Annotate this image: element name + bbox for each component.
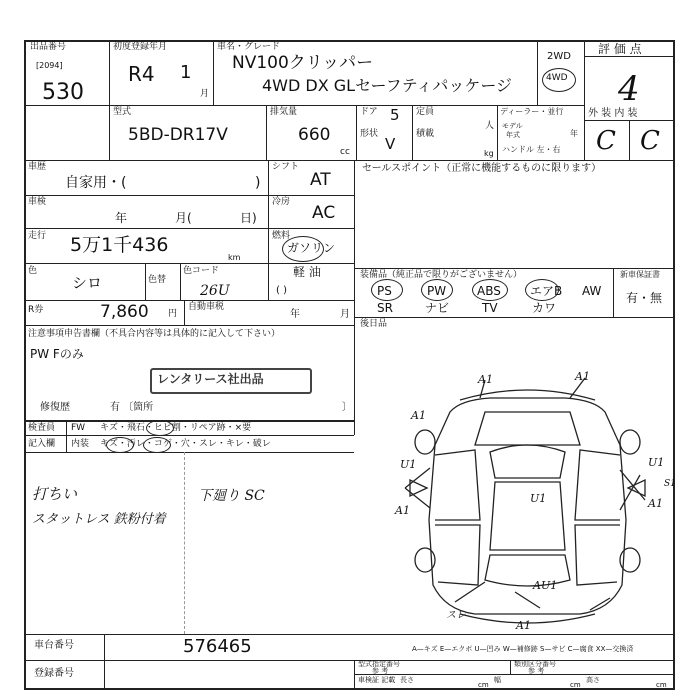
car-name: NV100クリッパー [232,53,374,73]
history-close: ) [255,175,261,191]
handwritten-right-1: 下廻り SC [198,488,265,504]
dims-label: 車検証 記載 [358,676,396,684]
color-value: シロ [72,274,103,292]
drive-4wd: 4WD [546,73,568,83]
rental-stamp: レンタリース社出品 [157,372,264,386]
doors-value: 5 [390,106,400,124]
capacity-label: 定員 [416,107,435,117]
equip-ps: PS [377,284,392,298]
mark-a1-right: A1 [648,497,663,510]
inspection-year: 年 [115,211,128,225]
mark-u1-center: U1 [530,492,547,505]
inspector-row1: キズ・飛石・ヒビ割・リペア跡・×要 [100,423,252,433]
inspector-label-2: 記入欄 [28,439,56,449]
recycle-value: 有・無 [626,291,663,305]
color-code-label: 色コード [183,266,220,276]
fuel-paren: ( ) [276,285,287,296]
mileage-value: 5万1千436 [70,234,169,256]
notes-label: 注意事項申告書欄（不具合内容等は具体的に記入して下さい） [28,329,281,339]
doors-label: ドア [360,107,378,117]
shape-value: V [385,135,396,153]
category-label: 類別区分番号 [514,660,556,668]
shift-value: AT [310,170,331,190]
dims-length: 長さ [400,676,414,684]
mark-a1-left2: A1 [395,504,410,517]
mark-a1-top-right: A1 [575,370,590,383]
dims-width-unit: cm [570,681,581,689]
designation-sub: 参 考 [372,667,389,675]
dims-height-unit: cm [656,681,667,689]
ext-grade: C [596,126,616,156]
inspector-row2: キズ・汚レ・コゲ・穴・スレ・キレ・破レ [100,439,271,449]
mark-u1-left: U1 [400,458,417,471]
inspector-row1-prefix: FW [71,423,86,433]
equip-navi: ナビ [425,301,450,315]
equip-abs: ABS [477,284,501,298]
equip-tv: TV [482,301,498,315]
displacement-value: 660 [298,125,331,145]
ac-label: 冷房 [272,197,291,207]
price-label: R券 [28,305,44,315]
equip-sr: SR [377,301,393,315]
shift-label: シフト [272,162,300,172]
shape-label: 形状 [360,129,379,139]
history-label: 車歴 [28,162,47,172]
load-label: 積載 [416,129,435,139]
repair-value: 有 〔箇所 [110,402,154,413]
handwritten-left-2: スタットレス 鉄粉付着 [32,512,166,527]
lot-number: 530 [42,80,84,105]
drive-2wd: 2WD [547,51,571,62]
car-grade: 4WD DX GLセーフティパッケージ [262,76,513,95]
first-reg-month-unit: 月 [200,89,210,99]
first-reg-label: 初度登録年月 [113,42,168,52]
recycle-label: 新車保証書 [620,270,660,279]
grade-value: 4 [618,69,640,109]
dims-height: 高さ [586,676,600,684]
price-value: 7,860 [100,302,149,322]
mark-s1: S1 [664,479,676,489]
mark-a1-top-left: A1 [478,373,493,386]
tax-year: 年 [290,309,300,320]
chassis-label: 車台番号 [34,640,74,651]
inspection-day: 日) [240,211,257,225]
capacity-unit: 人 [485,121,495,131]
dims-length-unit: cm [478,681,489,689]
equip-airbag: エアB [530,284,563,298]
mark-u1-right: U1 [648,456,665,469]
car-name-label: 車名・グレード [217,42,281,52]
mark-au1: AU1 [533,579,558,592]
color-code: 26U [200,283,230,299]
equip-leather: カワ [532,301,557,315]
year-label: 年式 [506,131,520,139]
year-unit: 年 [570,129,578,138]
notes-value: PW Fのみ [30,347,84,361]
tax-month: 月 [340,309,350,320]
price-unit: 円 [168,309,178,319]
inspector-row2-prefix: 内装 [71,439,90,449]
ext-int-label: 外 装 内 装 [588,108,638,119]
handwritten-left-1: 打ちい [32,485,78,503]
sales-point-label: セールスポイント（正常に機能するものに限ります） [362,163,602,174]
first-reg-month: 1 [180,62,192,83]
displacement-unit: cc [340,147,350,157]
dealer-label: ディーラー・並行 [500,107,564,116]
history-value: 自家用・( [65,175,127,191]
lot-label: 出品番号 [30,42,67,52]
tax-label: 自動車税 [188,302,225,312]
equip-label: 装備品（純正品で限りがございません） [360,270,523,280]
handle-label: ハンドル 左・右 [502,145,561,154]
equip-aw: AW [582,284,602,298]
dims-width: 幅 [494,676,501,684]
mark-sure: スレ [446,610,466,621]
mark-a1-bottom: A1 [516,619,531,632]
model-label: 型式 [113,107,132,117]
repair-close: 〕 [342,402,352,413]
inspection-label: 車検 [28,197,47,207]
damage-legend: A—キズ E—エクボ U—凹み W—補修跡 S—サビ C—腐食 XX—交換済 [412,645,634,653]
ac-value: AC [312,203,336,223]
color-kind-label: 色替 [148,275,167,285]
model-year-label: モデル [502,122,523,130]
int-grade: C [640,126,660,156]
color-label: 色 [28,266,38,276]
category-sub: 参 考 [528,667,545,675]
load-unit: kg [484,149,494,158]
displacement-label: 排気量 [270,107,298,117]
designation-label: 型式指定番号 [358,660,400,668]
mileage-label: 走行 [28,231,47,241]
mark-a1-left: A1 [411,409,426,422]
inspector-label-1: 検査員 [28,423,56,433]
grade-label: 評 価 点 [598,42,642,56]
lot-sub: [2094] [36,61,63,70]
chassis-value: 576465 [183,636,252,657]
fuel-label: 燃料 [272,231,291,241]
equip-pw: PW [427,284,447,298]
model-value: 5BD-DR17V [128,125,228,145]
inspection-month: 月( [175,211,192,225]
fuel-selected: ガソリン [287,241,336,255]
mileage-unit: km [228,253,241,262]
reg-label: 登録番号 [34,668,74,679]
fuel-other: 軽 油 [293,265,321,279]
retrofit-label: 後日品 [360,319,388,329]
repair-label: 修復歴 [40,402,70,413]
first-reg-year: R4 [128,62,155,86]
